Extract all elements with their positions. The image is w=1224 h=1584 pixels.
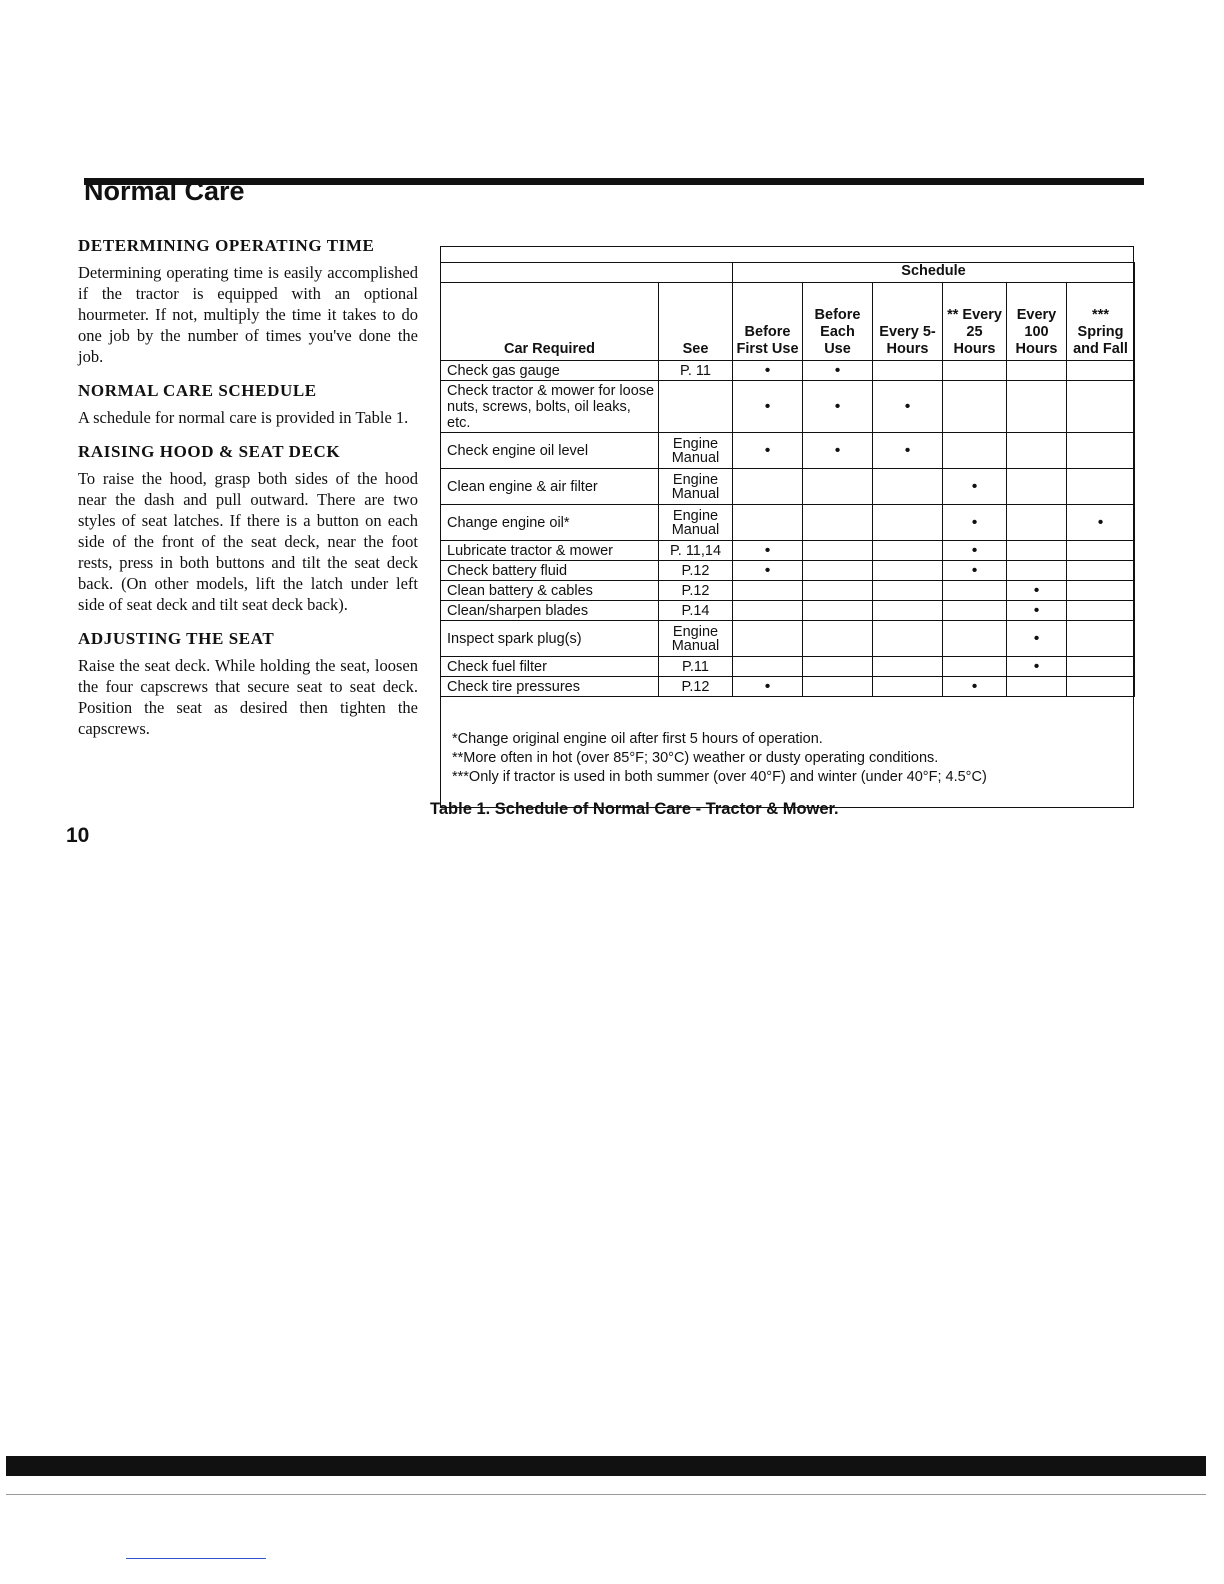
schedule-mark-cell — [733, 601, 803, 621]
table-row — [441, 581, 1135, 601]
table-row — [441, 561, 1135, 581]
see-cell: Engine Manual — [659, 469, 733, 505]
schedule-mark-cell — [1007, 541, 1067, 561]
schedule-mark-cell — [873, 541, 943, 561]
section-heading: ADJUSTING THE SEAT — [78, 629, 275, 648]
table-row — [441, 541, 1135, 561]
schedule-mark-cell — [1007, 561, 1067, 581]
schedule-mark-cell — [1007, 505, 1067, 541]
see-cell: Engine Manual — [659, 505, 733, 541]
schedule-mark-cell: • — [1007, 657, 1067, 677]
schedule-mark-cell — [873, 561, 943, 581]
schedule-mark-cell — [803, 677, 873, 697]
bottom-bar — [6, 1456, 1206, 1476]
schedule-mark-cell — [1007, 677, 1067, 697]
schedule-mark-cell — [1067, 621, 1135, 657]
schedule-mark-cell — [1067, 601, 1135, 621]
see-cell: P. 11 — [659, 361, 733, 381]
schedule-mark-cell — [1067, 561, 1135, 581]
schedule-mark-cell — [1067, 677, 1135, 697]
schedule-mark-cell — [873, 469, 943, 505]
see-cell: Engine Manual — [659, 433, 733, 469]
schedule-mark-cell — [1067, 361, 1135, 381]
task-cell: Check engine oil level — [441, 433, 659, 469]
schedule-mark-cell: • — [733, 677, 803, 697]
schedule-mark-cell — [733, 581, 803, 601]
schedule-mark-cell: • — [803, 361, 873, 381]
schedule-mark-cell — [803, 505, 873, 541]
bottom-rule — [6, 1494, 1206, 1495]
footnote: ***Only if tractor is used in both summer (over 40°F) and winter (under 40°F; 4.5°C) — [452, 769, 987, 785]
footnote: **More often in hot (over 85°F; 30°C) weather or dusty operating conditions. — [452, 750, 939, 766]
column-header: Every 100 Hours — [1007, 283, 1067, 361]
table-row — [441, 505, 1135, 541]
task-cell: Check tractor & mower for loose nuts, screws, bolts, oil leaks, etc. — [441, 381, 659, 433]
section-heading: RAISING HOOD & SEAT DECK — [78, 442, 341, 461]
schedule-mark-cell — [803, 541, 873, 561]
see-cell: P.12 — [659, 677, 733, 697]
table-row — [441, 601, 1135, 621]
table-row — [441, 469, 1135, 505]
schedule-mark-cell — [1007, 469, 1067, 505]
column-header: *** Spring and Fall — [1067, 283, 1135, 361]
section-heading: NORMAL CARE SCHEDULE — [78, 381, 317, 400]
schedule-mark-cell: • — [943, 677, 1007, 697]
section-body: Determining operating time is easily accomplished if the tractor is equipped with an optional hourmeter. If not, multiply the time it takes to do one job by the number of times you've done the job. — [78, 263, 418, 366]
table-footnotes — [452, 730, 1122, 787]
schedule-mark-cell — [803, 581, 873, 601]
schedule-mark-cell — [943, 581, 1007, 601]
schedule-mark-cell: • — [803, 433, 873, 469]
task-cell: Clean/sharpen blades — [441, 601, 659, 621]
schedule-mark-cell: • — [733, 381, 803, 433]
schedule-mark-cell: • — [943, 505, 1007, 541]
see-cell: P.12 — [659, 581, 733, 601]
schedule-mark-cell — [873, 361, 943, 381]
see-header: See — [659, 283, 733, 361]
schedule-mark-cell — [873, 621, 943, 657]
schedule-mark-cell — [873, 677, 943, 697]
task-cell: Clean battery & cables — [441, 581, 659, 601]
schedule-mark-cell — [1067, 657, 1135, 677]
task-cell: Check battery fluid — [441, 561, 659, 581]
schedule-mark-cell: • — [803, 381, 873, 433]
schedule-mark-cell — [873, 601, 943, 621]
table-row — [441, 361, 1135, 381]
section-body: To raise the hood, grasp both sides of the hood near the dash and pull outward. There are two styles of seat latches. If there is a button on each side of the front of the seat deck, near the foot rests, press in both buttons and tilt the seat deck back. (On other models, lift the latch under left side of seat deck and tilt seat deck back). — [78, 469, 418, 614]
schedule-header: Schedule — [733, 263, 1135, 283]
schedule-mark-cell — [803, 601, 873, 621]
column-header: Every 5-Hours — [873, 283, 943, 361]
column-header: Before Each Use — [803, 283, 873, 361]
page-title: Normal Care — [84, 176, 245, 206]
table-row — [441, 381, 1135, 433]
see-cell: P.12 — [659, 561, 733, 581]
schedule-mark-cell: • — [733, 361, 803, 381]
task-cell: Change engine oil* — [441, 505, 659, 541]
schedule-mark-cell — [803, 561, 873, 581]
section-body: Raise the seat deck. While holding the seat, loosen the four capscrews that secure seat to seat deck. Position the seat as desired then tighten the capscrews. — [78, 656, 418, 738]
instructions-column — [78, 236, 418, 753]
schedule-mark-cell: • — [873, 381, 943, 433]
table-caption: Table 1. Schedule of Normal Care - Tractor & Mower. — [430, 800, 839, 818]
schedule-mark-cell — [803, 469, 873, 505]
schedule-mark-cell — [873, 657, 943, 677]
table-row — [441, 657, 1135, 677]
footnote: *Change original engine oil after first 5 hours of operation. — [452, 731, 823, 747]
schedule-mark-cell — [943, 601, 1007, 621]
care-required-header: Car Required — [441, 283, 659, 361]
schedule-mark-cell — [803, 657, 873, 677]
column-header: Before First Use — [733, 283, 803, 361]
see-cell: Engine Manual — [659, 621, 733, 657]
table-row — [441, 621, 1135, 657]
schedule-mark-cell — [943, 621, 1007, 657]
task-cell: Clean engine & air filter — [441, 469, 659, 505]
schedule-mark-cell: • — [1007, 601, 1067, 621]
task-cell: Inspect spark plug(s) — [441, 621, 659, 657]
schedule-mark-cell — [1007, 361, 1067, 381]
schedule-mark-cell: • — [1007, 621, 1067, 657]
task-cell: Check fuel filter — [441, 657, 659, 677]
table-row — [441, 677, 1135, 697]
schedule-mark-cell: • — [1007, 581, 1067, 601]
schedule-mark-cell — [733, 657, 803, 677]
task-cell: Check tire pressures — [441, 677, 659, 697]
schedule-mark-cell — [1067, 541, 1135, 561]
schedule-mark-cell: • — [1067, 505, 1135, 541]
schedule-mark-cell: • — [873, 433, 943, 469]
table-row — [441, 433, 1135, 469]
schedule-mark-cell — [733, 469, 803, 505]
schedule-mark-cell — [1007, 433, 1067, 469]
schedule-mark-cell — [943, 361, 1007, 381]
schedule-mark-cell — [803, 621, 873, 657]
schedule-mark-cell — [1007, 381, 1067, 433]
link-underline — [126, 1558, 266, 1559]
see-cell — [659, 381, 733, 433]
blank-header-cell — [441, 263, 733, 283]
schedule-mark-cell — [1067, 433, 1135, 469]
schedule-mark-cell — [873, 581, 943, 601]
schedule-mark-cell: • — [733, 561, 803, 581]
schedule-mark-cell — [943, 657, 1007, 677]
see-cell: P.11 — [659, 657, 733, 677]
schedule-mark-cell — [733, 621, 803, 657]
schedule-mark-cell — [943, 381, 1007, 433]
page-number: 10 — [66, 824, 90, 847]
schedule-mark-cell: • — [943, 541, 1007, 561]
column-header: ** Every 25 Hours — [943, 283, 1007, 361]
schedule-mark-cell — [1067, 581, 1135, 601]
schedule-mark-cell — [1067, 469, 1135, 505]
schedule-mark-cell: • — [733, 541, 803, 561]
task-cell: Check gas gauge — [441, 361, 659, 381]
schedule-mark-cell: • — [733, 433, 803, 469]
schedule-mark-cell: • — [943, 561, 1007, 581]
section-heading: DETERMINING OPERATING TIME — [78, 236, 375, 255]
schedule-mark-cell — [943, 433, 1007, 469]
schedule-mark-cell — [733, 505, 803, 541]
schedule-mark-cell: • — [943, 469, 1007, 505]
schedule-mark-cell — [1067, 381, 1135, 433]
task-cell: Lubricate tractor & mower — [441, 541, 659, 561]
see-cell: P. 11,14 — [659, 541, 733, 561]
section-body: A schedule for normal care is provided in Table 1. — [78, 408, 409, 427]
care-schedule-table — [440, 262, 1135, 697]
schedule-mark-cell — [873, 505, 943, 541]
see-cell: P.14 — [659, 601, 733, 621]
